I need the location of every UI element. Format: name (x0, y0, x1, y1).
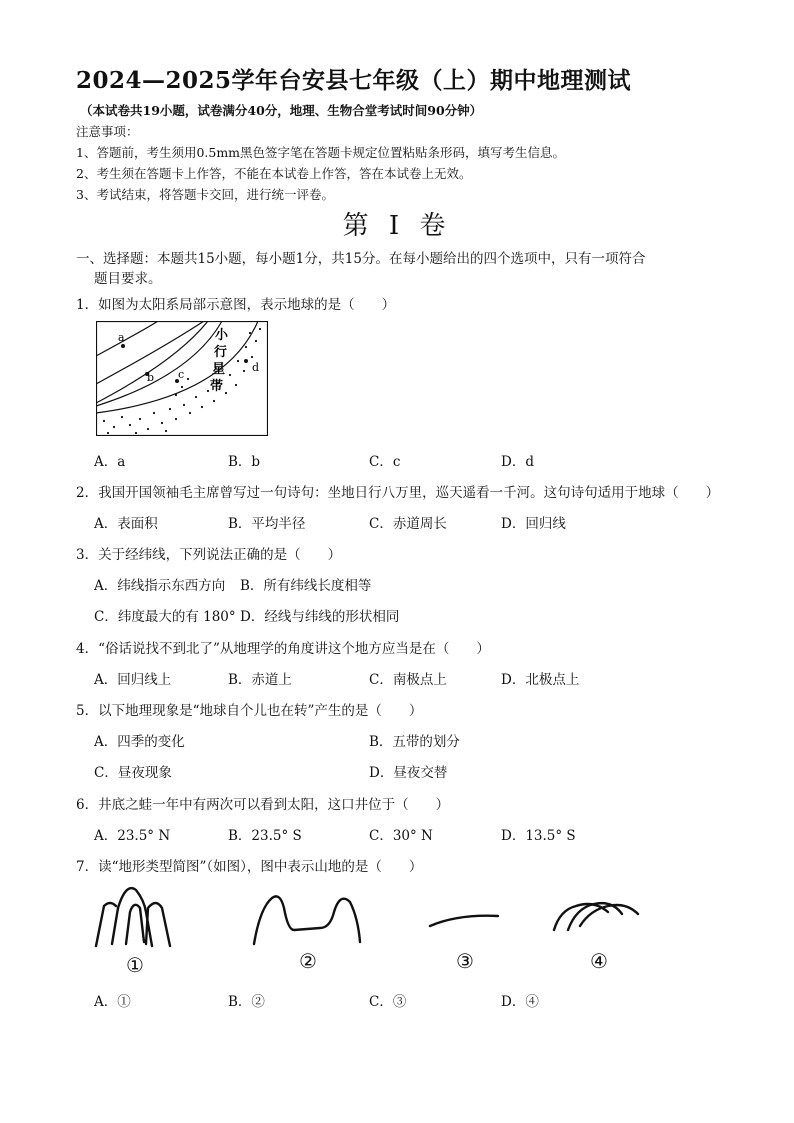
notice-title: 注意事项： (76, 124, 139, 139)
label-b: b (147, 371, 155, 384)
option: C．③ (369, 994, 407, 1010)
option: C．赤道周长 (369, 516, 447, 532)
planet-a (121, 344, 125, 348)
option: B．② (228, 994, 265, 1010)
option: D．回归线 (501, 516, 566, 532)
question-stem: 3．关于经纬线，下列说法正确的是（ ） (76, 547, 342, 563)
svg-text:带: 带 (210, 379, 224, 394)
instructions-line: 题目要求。 (94, 271, 162, 287)
section-title: 第 I 卷 (342, 211, 452, 241)
landform-label-4: ④ (590, 949, 608, 973)
notice-item: 1、答题前，考生须用0.5mm黑色签字笔在答题卡规定位置粘贴条形码，填写考生信息。 (76, 145, 566, 160)
landform-4-hills (554, 903, 638, 930)
exam-title: 2024—2025学年台安县七年级（上）期中地理测试 (76, 67, 632, 94)
option: D．昼夜交替 (369, 765, 448, 781)
landform-1-mountain (96, 888, 170, 946)
solar-system-diagram (96, 321, 268, 436)
question-stem: 7．读“地形类型简图”（如图），图中表示山地的是（ ） (76, 859, 423, 875)
option: A．23.5° N (94, 828, 171, 844)
label-a: a (118, 331, 125, 344)
option: A．a (94, 454, 126, 470)
question-stem: 5．以下地理现象是“地球自个儿也在转”产生的是（ ） (76, 703, 423, 719)
option: C．昼夜现象 (94, 765, 172, 781)
option: A．四季的变化 (94, 734, 185, 750)
asteroid-belt-label (210, 328, 229, 394)
option: B．五带的划分 (369, 734, 460, 750)
option: D．13.5° S (501, 828, 576, 844)
notice-item: 2、考生须在答题卡上作答，不能在本试卷上作答，答在本试卷上无效。 (76, 166, 472, 181)
landform-2-basin (254, 896, 360, 944)
question-stem: 6．井底之蛙一年中有两次可以看到太阳，这口井位于（ ） (76, 797, 450, 813)
landform-label-1: ① (126, 953, 144, 977)
option: B．赤道上 (228, 672, 292, 688)
option: A．① (94, 994, 131, 1010)
option: D．经线与纬线的形状相同 (240, 609, 400, 625)
option: C．南极点上 (369, 672, 447, 688)
orbit-a (96, 321, 158, 356)
option: B．b (228, 454, 261, 470)
option: B．23.5° S (228, 828, 302, 844)
landform-label-3: ③ (456, 949, 474, 973)
notice-item: 3、考试结束，将答题卡交回，进行统一评卷。 (76, 187, 334, 202)
option: D．北极点上 (501, 672, 580, 688)
label-c: c (178, 368, 185, 381)
landform-diagram (88, 878, 668, 978)
option: A．纬线指示东西方向 (94, 578, 226, 594)
option: B．所有纬线长度相等 (240, 578, 372, 594)
exam-info: （本试卷共19小题，试卷满分40分，地理、生物合堂考试时间90分钟） (80, 103, 483, 118)
option: C．30° N (369, 828, 433, 844)
instructions-line: 一、选择题：本题共15小题，每小题1分，共15分。在每小题给出的四个选项中，只有一项符合 (76, 251, 646, 267)
option: A．回归线上 (94, 672, 172, 688)
option: C．纬度最大的有 180° (94, 609, 236, 625)
option: A．表面积 (94, 516, 158, 532)
option: D．d (501, 454, 534, 470)
option: D．④ (501, 994, 539, 1010)
label-d: d (252, 361, 260, 374)
planet-d (244, 359, 248, 363)
orbit-c (96, 321, 208, 403)
landform-3-plain (430, 916, 498, 926)
question-stem: 4．“俗话说找不到北了”从地理学的角度讲这个地方应当是在（ ） (76, 641, 490, 657)
svg-text:星: 星 (212, 362, 226, 377)
option: B．平均半径 (228, 516, 306, 532)
landform-label-2: ② (299, 949, 317, 973)
svg-text:行: 行 (214, 345, 228, 360)
svg-text:小: 小 (215, 328, 229, 343)
option: C．c (369, 454, 401, 470)
asteroid-dots (103, 328, 261, 434)
question-stem: 2．我国开国领袖毛主席曾写过一句诗句：坐地日行八万里，巡天遥看一千河。这句诗句适用于地球（ ） (76, 485, 720, 501)
question-stem: 1．如图为太阳系局部示意图，表示地球的是（ ） (76, 297, 396, 313)
